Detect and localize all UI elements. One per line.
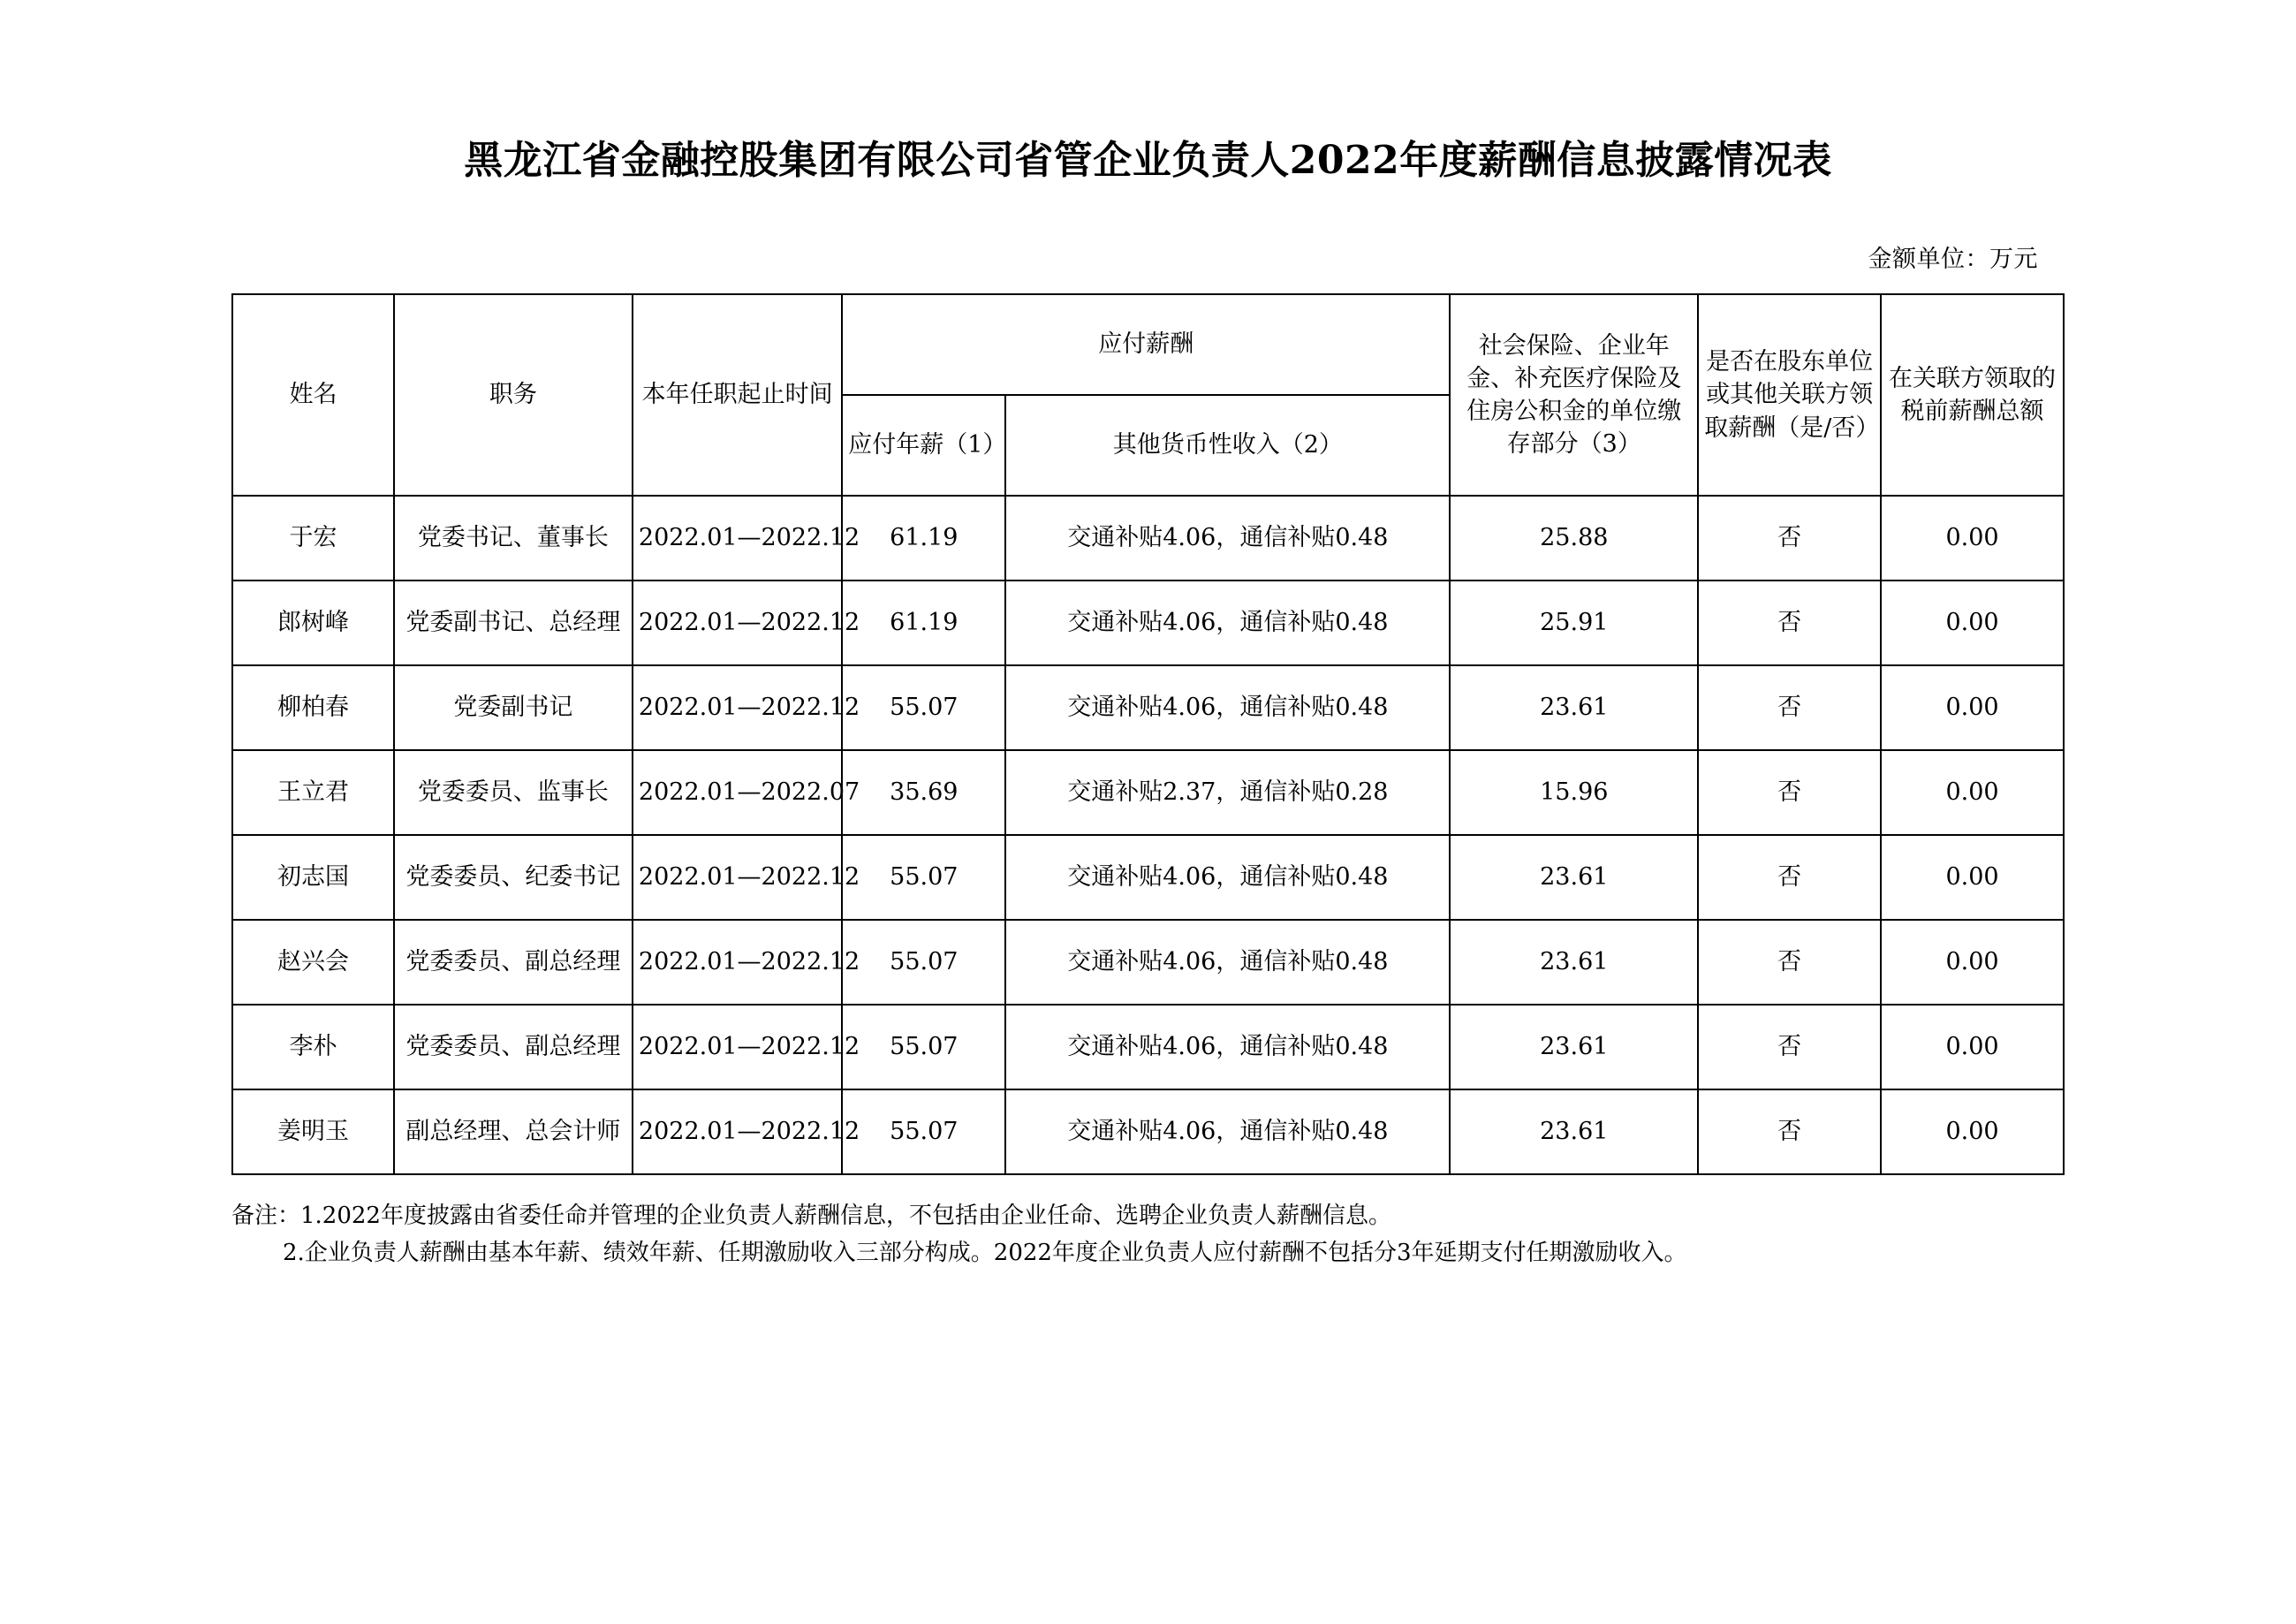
cell-other-income: 交通补贴2.37，通信补贴0.28 — [1005, 750, 1450, 835]
cell-position: 党委委员、监事长 — [394, 750, 633, 835]
cell-other-income: 交通补贴4.06，通信补贴0.48 — [1005, 1005, 1450, 1089]
column-header-insurance: 社会保险、企业年金、补充医疗保险及住房公积金的单位缴存部分（3） — [1450, 294, 1698, 496]
cell-position: 党委副书记 — [394, 665, 633, 750]
cell-other-income: 交通补贴4.06，通信补贴0.48 — [1005, 496, 1450, 581]
table-header — [232, 294, 2064, 496]
cell-insurance: 25.88 — [1450, 496, 1698, 581]
cell-annual: 55.07 — [842, 1089, 1005, 1174]
cell-period: 2022.01—2022.12 — [633, 835, 842, 920]
cell-position: 党委委员、纪委书记 — [394, 835, 633, 920]
cell-related-party: 否 — [1698, 581, 1881, 665]
cell-annual: 61.19 — [842, 581, 1005, 665]
salary-table-container — [0, 274, 2296, 1175]
cell-related-total: 0.00 — [1881, 496, 2064, 581]
column-header-position: 职务 — [394, 294, 633, 496]
cell-insurance: 23.61 — [1450, 1089, 1698, 1174]
cell-insurance: 23.61 — [1450, 920, 1698, 1005]
cell-other-income: 交通补贴4.06，通信补贴0.48 — [1005, 835, 1450, 920]
cell-position: 副总经理、总会计师 — [394, 1089, 633, 1174]
cell-related-total: 0.00 — [1881, 750, 2064, 835]
footnote-line-2: 2.企业负责人薪酬由基本年薪、绩效年薪、任期激励收入三部分构成。2022年度企业负责人应付薪酬不包括分3年延期支付任期激励收入。 — [283, 1239, 1687, 1266]
cell-name: 李朴 — [232, 1005, 394, 1089]
cell-annual: 55.07 — [842, 920, 1005, 1005]
cell-name: 姜明玉 — [232, 1089, 394, 1174]
table-row — [232, 920, 2064, 1005]
cell-related-party: 否 — [1698, 1005, 1881, 1089]
cell-position: 党委书记、董事长 — [394, 496, 633, 581]
table-row — [232, 496, 2064, 581]
cell-related-total: 0.00 — [1881, 1005, 2064, 1089]
table-body — [232, 496, 2064, 1174]
column-header-period: 本年任职起止时间 — [633, 294, 842, 496]
page-title: 黑龙江省金融控股集团有限公司省管企业负责人2022年度薪酬信息披露情况表 — [464, 138, 1832, 183]
cell-period: 2022.01—2022.12 — [633, 1005, 842, 1089]
cell-name: 赵兴会 — [232, 920, 394, 1005]
cell-annual: 35.69 — [842, 750, 1005, 835]
cell-other-income: 交通补贴4.06，通信补贴0.48 — [1005, 920, 1450, 1005]
column-header-related-party: 是否在股东单位或其他关联方领取薪酬（是/否） — [1698, 294, 1881, 496]
cell-annual: 55.07 — [842, 835, 1005, 920]
column-header-other-income: 其他货币性收入（2） — [1005, 395, 1450, 496]
cell-period: 2022.01—2022.12 — [633, 920, 842, 1005]
cell-name: 柳柏春 — [232, 665, 394, 750]
column-header-related-total: 在关联方领取的税前薪酬总额 — [1881, 294, 2064, 496]
cell-position: 党委委员、副总经理 — [394, 1005, 633, 1089]
column-header-name: 姓名 — [232, 294, 394, 496]
cell-related-party: 否 — [1698, 750, 1881, 835]
table-row — [232, 1005, 2064, 1089]
table-row — [232, 581, 2064, 665]
table-row — [232, 665, 2064, 750]
cell-related-party: 否 — [1698, 835, 1881, 920]
cell-position: 党委委员、副总经理 — [394, 920, 633, 1005]
table-header-row-1 — [232, 294, 2064, 395]
cell-insurance: 15.96 — [1450, 750, 1698, 835]
column-header-payable-group: 应付薪酬 — [842, 294, 1450, 395]
cell-period: 2022.01—2022.12 — [633, 1089, 842, 1174]
amount-unit-note: 金额单位：万元 — [1868, 246, 2038, 273]
cell-related-total: 0.00 — [1881, 1089, 2064, 1174]
cell-period: 2022.01—2022.12 — [633, 496, 842, 581]
footnotes — [0, 1175, 2296, 1271]
column-header-payable-annual: 应付年薪（1） — [842, 395, 1005, 496]
cell-insurance: 23.61 — [1450, 665, 1698, 750]
cell-annual: 61.19 — [842, 496, 1005, 581]
cell-insurance: 23.61 — [1450, 1005, 1698, 1089]
table-row — [232, 750, 2064, 835]
cell-name: 初志国 — [232, 835, 394, 920]
cell-related-total: 0.00 — [1881, 920, 2064, 1005]
cell-annual: 55.07 — [842, 665, 1005, 750]
cell-related-party: 否 — [1698, 665, 1881, 750]
cell-annual: 55.07 — [842, 1005, 1005, 1089]
table-row — [232, 1089, 2064, 1174]
cell-related-total: 0.00 — [1881, 665, 2064, 750]
cell-insurance: 25.91 — [1450, 581, 1698, 665]
cell-name: 郎树峰 — [232, 581, 394, 665]
cell-period: 2022.01—2022.07 — [633, 750, 842, 835]
cell-period: 2022.01—2022.12 — [633, 581, 842, 665]
cell-insurance: 23.61 — [1450, 835, 1698, 920]
cell-other-income: 交通补贴4.06，通信补贴0.48 — [1005, 1089, 1450, 1174]
cell-other-income: 交通补贴4.06，通信补贴0.48 — [1005, 581, 1450, 665]
cell-related-party: 否 — [1698, 920, 1881, 1005]
table-row — [232, 835, 2064, 920]
cell-related-total: 0.00 — [1881, 581, 2064, 665]
cell-related-total: 0.00 — [1881, 835, 2064, 920]
cell-position: 党委副书记、总经理 — [394, 581, 633, 665]
cell-related-party: 否 — [1698, 496, 1881, 581]
cell-related-party: 否 — [1698, 1089, 1881, 1174]
cell-name: 王立君 — [232, 750, 394, 835]
cell-name: 于宏 — [232, 496, 394, 581]
cell-other-income: 交通补贴4.06，通信补贴0.48 — [1005, 665, 1450, 750]
salary-disclosure-table — [231, 293, 2065, 1175]
cell-period: 2022.01—2022.12 — [633, 665, 842, 750]
footnote-line-1: 备注：1.2022年度披露由省委任命并管理的企业负责人薪酬信息，不包括由企业任命、选聘企业负责人薪酬信息。 — [231, 1203, 1391, 1229]
